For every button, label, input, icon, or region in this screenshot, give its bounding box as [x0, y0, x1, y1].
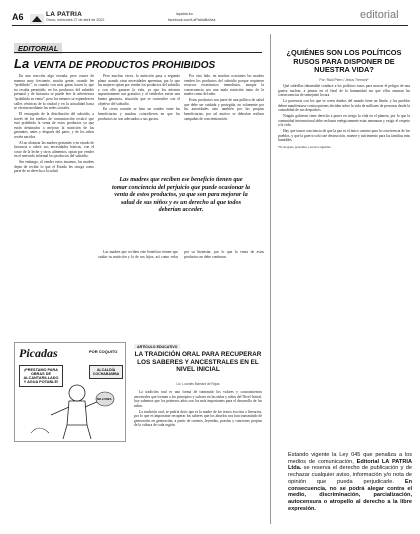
cartoon-sign-left: ¡PRESTAMO PARA OBRAS DE ALCANTARILLADO Y AGUA POTABLE!: [19, 365, 63, 387]
cartoon-drawing: [19, 383, 123, 441]
paragraph: Sin embargo, al vender estos insumos, las madres dejan de recibir lo que el Estado les otorga como parte de su derecho a la salud.: [14, 160, 94, 174]
editorial-col3: [184, 74, 264, 144]
paragraph: El encargado de la distribución del subsidio, a través de los medios de comunicación recalcó que está prohibida la venta de estos productos ya que están destinados a mejorar la nutrición de las gestantes, antes y después del parto, y de los niños recién nacidos.: [14, 111, 94, 139]
paragraph: Las madres que reciben este beneficio tienen que cuidar su nutrición y la de sus hijos, así como velar por su bienestar, por lo que la venta de estos productos no debe continuar.: [98, 250, 264, 259]
paragraph: Al no alcanzar las madres gestantes o en estado de lactancia a cubrir sus necesidades básicas, con el costo de la leche y otros alimentos, optan por vender en el mercado informal los productos del subsidio.: [14, 140, 94, 159]
paper-name: LA PATRIA: [46, 11, 83, 18]
section-name: editorial: [360, 9, 399, 21]
article-label: ARTÍCULO EDUCATIVO: [134, 344, 180, 349]
cartoon-author: POR COQUITO: [89, 349, 118, 354]
page-number: A6: [12, 12, 24, 22]
article-body: [134, 390, 262, 526]
paragraph: Por otro lado, en muchas ocasiones las madres venden los productos del subsidio porque requieren recursos económicos inmediatos, aunque la consecuencia sea una mala nutrición tanto de la madre como del niño.: [184, 74, 264, 97]
cartoon-title: Picadas: [19, 346, 58, 360]
contact-site[interactable]: lapatria.bo: [176, 12, 193, 16]
paragraph: La paciencia con los que se creen dueños del mundo tiene un límite, y los pueblos deben manifestarse contra quienes deciden sobre la vida de millones de personas desde la comodidad de sus despachos.: [278, 98, 410, 113]
article-title: LA TRADICIÓN ORAL PARA RECUPERAR LOS SABERES Y ANCESTRALES EN EL NIVEL INICIAL: [134, 351, 262, 374]
notice-bold2: En consecuencia, no se podrá alegar contra el medio, discriminación, parcialización, autocensura o atropello al derecho a la libre expresión.: [288, 478, 412, 512]
footnote: *Es abogado, periodista y escritor argentino.: [278, 144, 332, 149]
cartoon-bag-label: MILLONES: [97, 397, 112, 401]
pullquote-text: Las madres que reciben ese beneficio tienen que tomar conciencia del perjuicio que puede ocasionar la venta de estos productos, ya que son para mejorar la salud de sus niños y es un derecho al que todos deberían acceder.: [112, 176, 251, 214]
legal-notice: [288, 452, 412, 512]
editorial-title-prefix: La: [14, 56, 30, 71]
paragraph: Estos productos son parte de una política de salud que debe ser cuidada y protegida, no solamente por las autoridades sino también por las propias beneficiarias, por tal motivo se deberían realizar campañas de concientización.: [184, 98, 264, 121]
paragraph: Ningún gobierno tiene derecho a poner en riesgo la vida en el planeta, por lo que la comunidad internacional debe rechazar enérgicamente estas amenazas y exigir el respeto a la vida.: [278, 113, 410, 128]
editorial-col1: [14, 74, 94, 175]
header-rule: [12, 25, 408, 26]
opinion-body: [278, 84, 410, 444]
notice-part2: se reserva el derecho de publicación y de rechazar cualquier aviso, información y/o nota de opinión que pueda perjudicarle.: [288, 465, 412, 485]
paragraph: La tradición oral, se podría decir que es la madre de los textos escritos o literarios, por lo que es importante recuperar los saberes que los abuelos nos han transmitido de generación en generación, a partir de cuentos, leyendas, poesías y canciones propias de la cultura de cada región.: [134, 409, 262, 428]
cartoon-box: [14, 342, 126, 442]
editorial-title-main: VENTA DE PRODUCTOS PROHIBIDOS: [33, 60, 216, 71]
editorial-label: EDITORIAL: [14, 43, 62, 54]
editorial-col2-top: [98, 74, 180, 122]
paragraph: Hay que tomar conciencia de que la paz es el único camino para la convivencia de los pueblos, y que la guerra solo trae destrucción, muerte y sufrimiento para las familias más humildes.: [278, 128, 410, 143]
opinion-title: ¿QUIÉNES SON LOS POLÍTICOS RUSOS PARA DISPONER DE NUESTRA VIDA?: [286, 48, 402, 75]
paragraph: Qué sobrellas inhumable conduce a los políticos rusos para marcar el peligro de una guerra nuclear, a pensar en el final de la humanidad sin que ellos asuman las consecuencias de semejante locura.: [278, 84, 410, 98]
editorial-bottom: [98, 250, 264, 338]
location-date: Oruro, miércoles 27 de abril de 2022: [46, 18, 105, 22]
editorial-rule: [14, 52, 262, 53]
paragraph: En una reacción algo extraña, pero ocurre de manera muy frecuente, mucha gente, cuando lee “prohibido”, es cuando con más ganas hacen lo que no resulta permitido, en los productos del subsidio prenatal y de lactancia se puede leer la advertencia “prohibida su venta”, pero los mismos se expenden en calles céntricas de la ciudad y en la actualidad hasta se ofertan mediante las redes sociales.: [14, 74, 94, 111]
notice-part1: Estando vigente la Ley 045 que penaliza a los medios de comunicación,: [288, 452, 412, 465]
contact-facebook[interactable]: facebook.com/LaPatriaBolivia: [168, 18, 216, 22]
editorial-title: [14, 55, 264, 73]
paragraph: La tradición oral es una forma de transmitir los valores y conocimientos ancestrales que forman a los principios y valores en las niñas y niños del Nivel Inicial, hoy sabemos que los primeros años son los más importantes para el desarrollo de los niños.: [134, 390, 262, 408]
opinion-author: Por: Raúl Pierri / Jesús Tremoni*: [319, 78, 369, 82]
column-divider: [270, 34, 271, 524]
article-author: Lic. Lourdes Mamani de Rojas: [176, 382, 220, 386]
notice-bold1: Editorial LA PATRIA Ltda.: [288, 458, 412, 472]
cartoon-sign-right: ALCALDÍA COCHABAMBA: [89, 365, 123, 379]
paragraph: En cierta ocasión se hizo un sondeo entre las beneficiarias y muchas coincidieron en que los productos no son adecuados a sus gustos.: [98, 107, 180, 121]
paper-logo: [30, 11, 44, 21]
paragraph: Pero muchas veces, la nutrición pasa a segundo plano cuando otras necesidades apremian, por lo que las mujeres optan por vender los productos del subsidio y con ello ganarse la vida, ya que los mismos supuestamente son gratuitos y al venderlos existe una buena ganancia, situación que se contradice con el objetivo del subsidio.: [98, 74, 180, 106]
pullquote: [98, 145, 264, 245]
